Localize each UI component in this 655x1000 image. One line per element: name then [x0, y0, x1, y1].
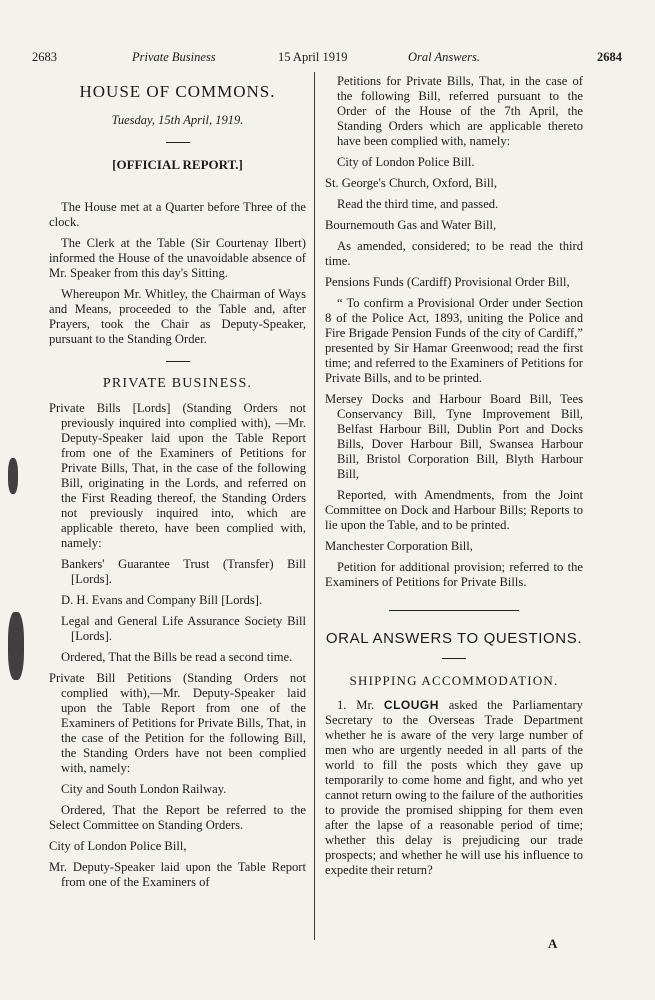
left-page-number: 2683 — [32, 50, 57, 64]
oral-answers-heading: ORAL ANSWERS TO QUESTIONS. — [325, 630, 583, 647]
ink-stain — [8, 458, 18, 494]
running-head-oral-answers: Oral Answers. — [408, 50, 481, 64]
bill-evans: D. H. Evans and Company Bill [Lords]. — [61, 593, 263, 607]
paragraph-read-third-time: Read the third time, and passed. — [337, 197, 499, 211]
short-rule — [166, 361, 190, 362]
paragraph-ordered-report: Ordered, That the Report be referred to the Select Committee on Standing Orders. — [49, 803, 306, 832]
member-name: CLOUGH — [383, 698, 439, 712]
bill-legal-general: Legal and General Life Assurance Society Bill [Lords]. — [61, 614, 306, 643]
bill-manchester: Manchester Corporation Bill, — [325, 539, 473, 553]
bill-city-south-london: City and South London Railway. — [61, 782, 227, 796]
bill-pensions-funds: Pensions Funds (Cardiff) Provisional Order Bill, — [325, 275, 570, 289]
paragraph-bill-petitions: Private Bill Petitions (Standing Orders not complied with),—Mr. Deputy-Speaker laid upon the Table Report from one of the Examiners of Petitions for Private Bills, That, in the case of the Petition for the following Bill, the Standing Orders have not been complied with, namely: — [49, 671, 306, 775]
paragraph-clerk: The Clerk at the Table (Sir Courtenay Ilbert) informed the House of the unavoidable absence of Mr. Speaker from this day's Sitting. — [49, 236, 306, 280]
paragraph-whereupon: Whereupon Mr. Whitley, the Chairman of Ways and Means, proceeded to the Table and, after Prayers, took the Chair as Deputy-Speaker, pursuant to the Standing Order. — [49, 287, 306, 346]
paragraph-ordered-second-reading: Ordered, That the Bills be read a second time. — [61, 650, 293, 664]
paragraph-private-bills: Private Bills [Lords] (Standing Orders not previously inquired into complied with), —Mr. Deputy-Speaker laid upon the Table Report from one of the Examiners of Petitions for Private Bills, That, in the case of the following Bill, originating in the Lords, and referred on the First Reading thereof, the Standing Orders not previously inquired into, which are applicable thereto, have been complied with, namely: — [49, 401, 306, 550]
official-report-label: [OFFICIAL REPORT.] — [112, 157, 243, 172]
column-divider — [314, 72, 315, 940]
ink-stain — [8, 612, 24, 680]
private-business-heading: PRIVATE BUSINESS. — [102, 376, 253, 391]
bill-st-george: St. George's Church, Oxford, Bill, — [325, 176, 498, 190]
paragraph-house-met: The House met at a Quarter before Three of the clock. — [49, 200, 306, 229]
document-title: HOUSE OF COMMONS. — [79, 82, 276, 101]
sitting-date: Tuesday, 15th April, 1919. — [111, 113, 244, 127]
short-rule — [166, 142, 190, 143]
short-rule — [442, 658, 466, 659]
right-column — [325, 74, 583, 884]
signature-mark: A — [548, 936, 558, 951]
left-column — [49, 74, 306, 896]
bill-bankers-guarantee: Bankers' Guarantee Trust (Transfer) Bill [Lords]. — [61, 557, 306, 586]
bill-harbour-list: Mersey Docks and Harbour Board Bill, Tees Conservancy Bill, Tyne Improvement Bill, Belfast Harbour Bill, Dublin Port and Docks Bills, Dover Harbour Bill, Swansea Harbour Bill, Bristol Corporation Bill, Blyth Harbour Bill, — [325, 392, 583, 481]
question-mr: Mr. — [356, 698, 375, 712]
bill-city-of-london-police: City of London Police Bill, — [49, 839, 187, 853]
running-head-date: 15 April 1919 — [278, 50, 348, 64]
question-number: 1. — [337, 698, 347, 712]
paragraph-confirm-provisional-order: “ To confirm a Provisional Order under Section 8 of the Police Act, 1893, uniting the Police and Fire Brigade Pension Funds of the city of Cardiff,” presented by Sir Hamar Greenwood; read the first time; and referred to the Examiners of Petitions for Private Bills, and to be printed. — [325, 296, 583, 385]
paragraph-petitions-continued: Petitions for Private Bills, That, in the case of the following Bill, referred pursuant to the Order of the House of the 7th April, the Standing Orders which are applicable thereto have been complied with, namely: — [337, 74, 583, 148]
question-clough — [325, 698, 583, 878]
bill-bournemouth: Bournemouth Gas and Water Bill, — [325, 218, 497, 232]
paragraph-additional-provision: Petition for additional provision; referred to the Examiners of Petitions for Private Bills. — [325, 560, 583, 589]
paragraph-reported: Reported, with Amendments, from the Joint Committee on Dock and Harbour Bills; Reports to lie upon the Table, and to be printed. — [325, 488, 583, 532]
question-text: asked the Parliamentary Secretary to the Overseas Trade Department whether he is aware of the very large number of men who are urgently needed in all parts of the world to fill the posts which they gave up temporarily to come home and fight, and who yet cannot return owing to the failure of the authorities to provide the promised shipping for them even after the lapse of a reasonable period of time; whether this delay is prejudicing our trade prospects; and whether he will use his influence to expedite their return? — [325, 698, 583, 877]
bill-city-of-london-police-2: City of London Police Bill. — [337, 155, 475, 169]
running-head-private-business: Private Business — [132, 50, 216, 64]
paragraph-deputy-speaker: Mr. Deputy-Speaker laid upon the Table Report from one of the Examiners of — [49, 860, 306, 889]
paragraph-as-amended: As amended, considered; to be read the third time. — [325, 239, 583, 268]
right-page-number: 2684 — [597, 50, 622, 64]
page-header — [32, 50, 622, 66]
section-rule — [389, 610, 519, 611]
shipping-accommodation-heading: SHIPPING ACCOMMODATION. — [349, 673, 559, 688]
